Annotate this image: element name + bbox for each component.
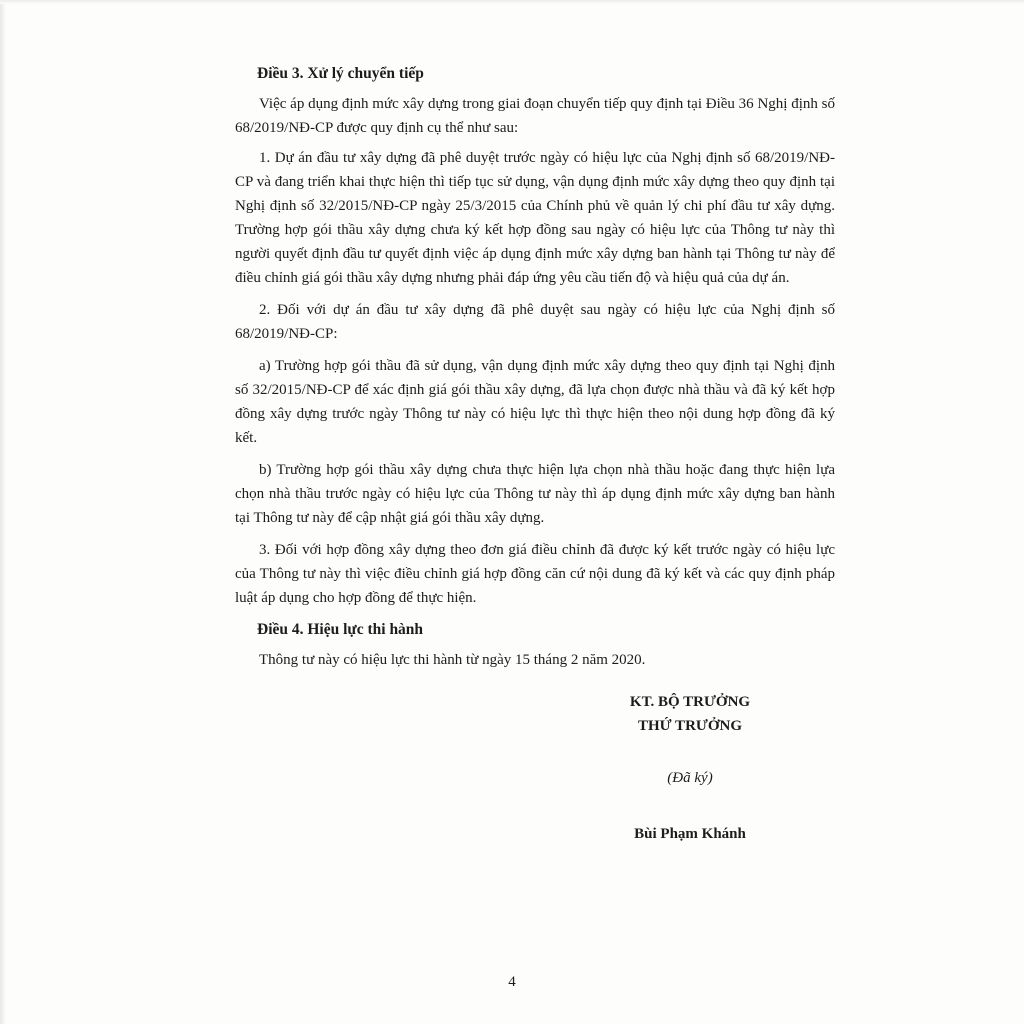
signature-signed-note: (Đã ký): [667, 770, 713, 786]
article-4-heading: Điều 4. Hiệu lực thi hành: [257, 621, 424, 638]
page-number: 4: [508, 974, 516, 990]
page-shadow-top: [0, 0, 1024, 4]
article-4-text: Thông tư này có hiệu lực thi hành từ ngày 15 tháng 2 năm 2020.: [259, 652, 646, 668]
article-3-heading: Điều 3. Xử lý chuyển tiếp: [257, 65, 424, 82]
document-body: [235, 62, 835, 680]
signature-title-line1: KT. BỘ TRƯỞNG: [629, 694, 751, 710]
signature-title-line2: THỨ TRƯỞNG: [637, 718, 743, 734]
signature-block: [560, 690, 820, 846]
page-shadow-left: [0, 0, 6, 1024]
article-3-item-2b: b) Trường hợp gói thầu xây dựng chưa thực hiện lựa chọn nhà thầu hoặc đang thực hiện lựa chọn nhà thầu trước ngày có hiệu lực của Thông tư này thì áp dụng định mức xây dựng ban hành tại Thông tư này để cập nhật giá gói thầu xây dựng.: [235, 462, 835, 526]
article-3-intro: Việc áp dụng định mức xây dựng trong giai đoạn chuyển tiếp quy định tại Điều 36 Nghị định số 68/2019/NĐ-CP được quy định cụ thể như sau:: [235, 96, 835, 136]
article-3-item-1: 1. Dự án đầu tư xây dựng đã phê duyệt trước ngày có hiệu lực của Nghị định số 68/2019/NĐ-CP và đang triển khai thực hiện thì tiếp tục sử dụng, vận dụng định mức xây dựng theo quy định tại Nghị định số 32/2015/NĐ-CP ngày 25/3/2015 của Chính phủ về quản lý chi phí đầu tư xây dựng. Trường hợp gói thầu xây dựng chưa ký kết hợp đồng sau ngày có hiệu lực của Thông tư này thì người quyết định đầu tư quyết định việc áp dụng định mức xây dựng ban hành tại Thông tư này để điều chỉnh giá gói thầu xây dựng nhưng phải đáp ứng yêu cầu tiến độ và hiệu quả của dự án.: [235, 150, 835, 286]
article-3-item-3: 3. Đối với hợp đồng xây dựng theo đơn giá điều chỉnh đã được ký kết trước ngày có hiệu lực của Thông tư này thì việc điều chỉnh giá hợp đồng căn cứ nội dung đã ký kết và các quy định pháp luật áp dụng cho hợp đồng để thực hiện.: [235, 542, 835, 606]
article-3-item-2a: a) Trường hợp gói thầu đã sử dụng, vận dụng định mức xây dựng theo quy định tại Nghị định số 32/2015/NĐ-CP để xác định giá gói thầu xây dựng, đã lựa chọn được nhà thầu và đã ký kết hợp đồng xây dựng trước ngày Thông tư này có hiệu lực thì thực hiện theo nội dung hợp đồng đã ký kết.: [235, 358, 835, 446]
article-3-item-2: 2. Đối với dự án đầu tư xây dựng đã phê duyệt sau ngày có hiệu lực của Nghị định số 68/2019/NĐ-CP:: [235, 302, 835, 342]
signatory-name: Bùi Phạm Khánh: [634, 826, 746, 842]
